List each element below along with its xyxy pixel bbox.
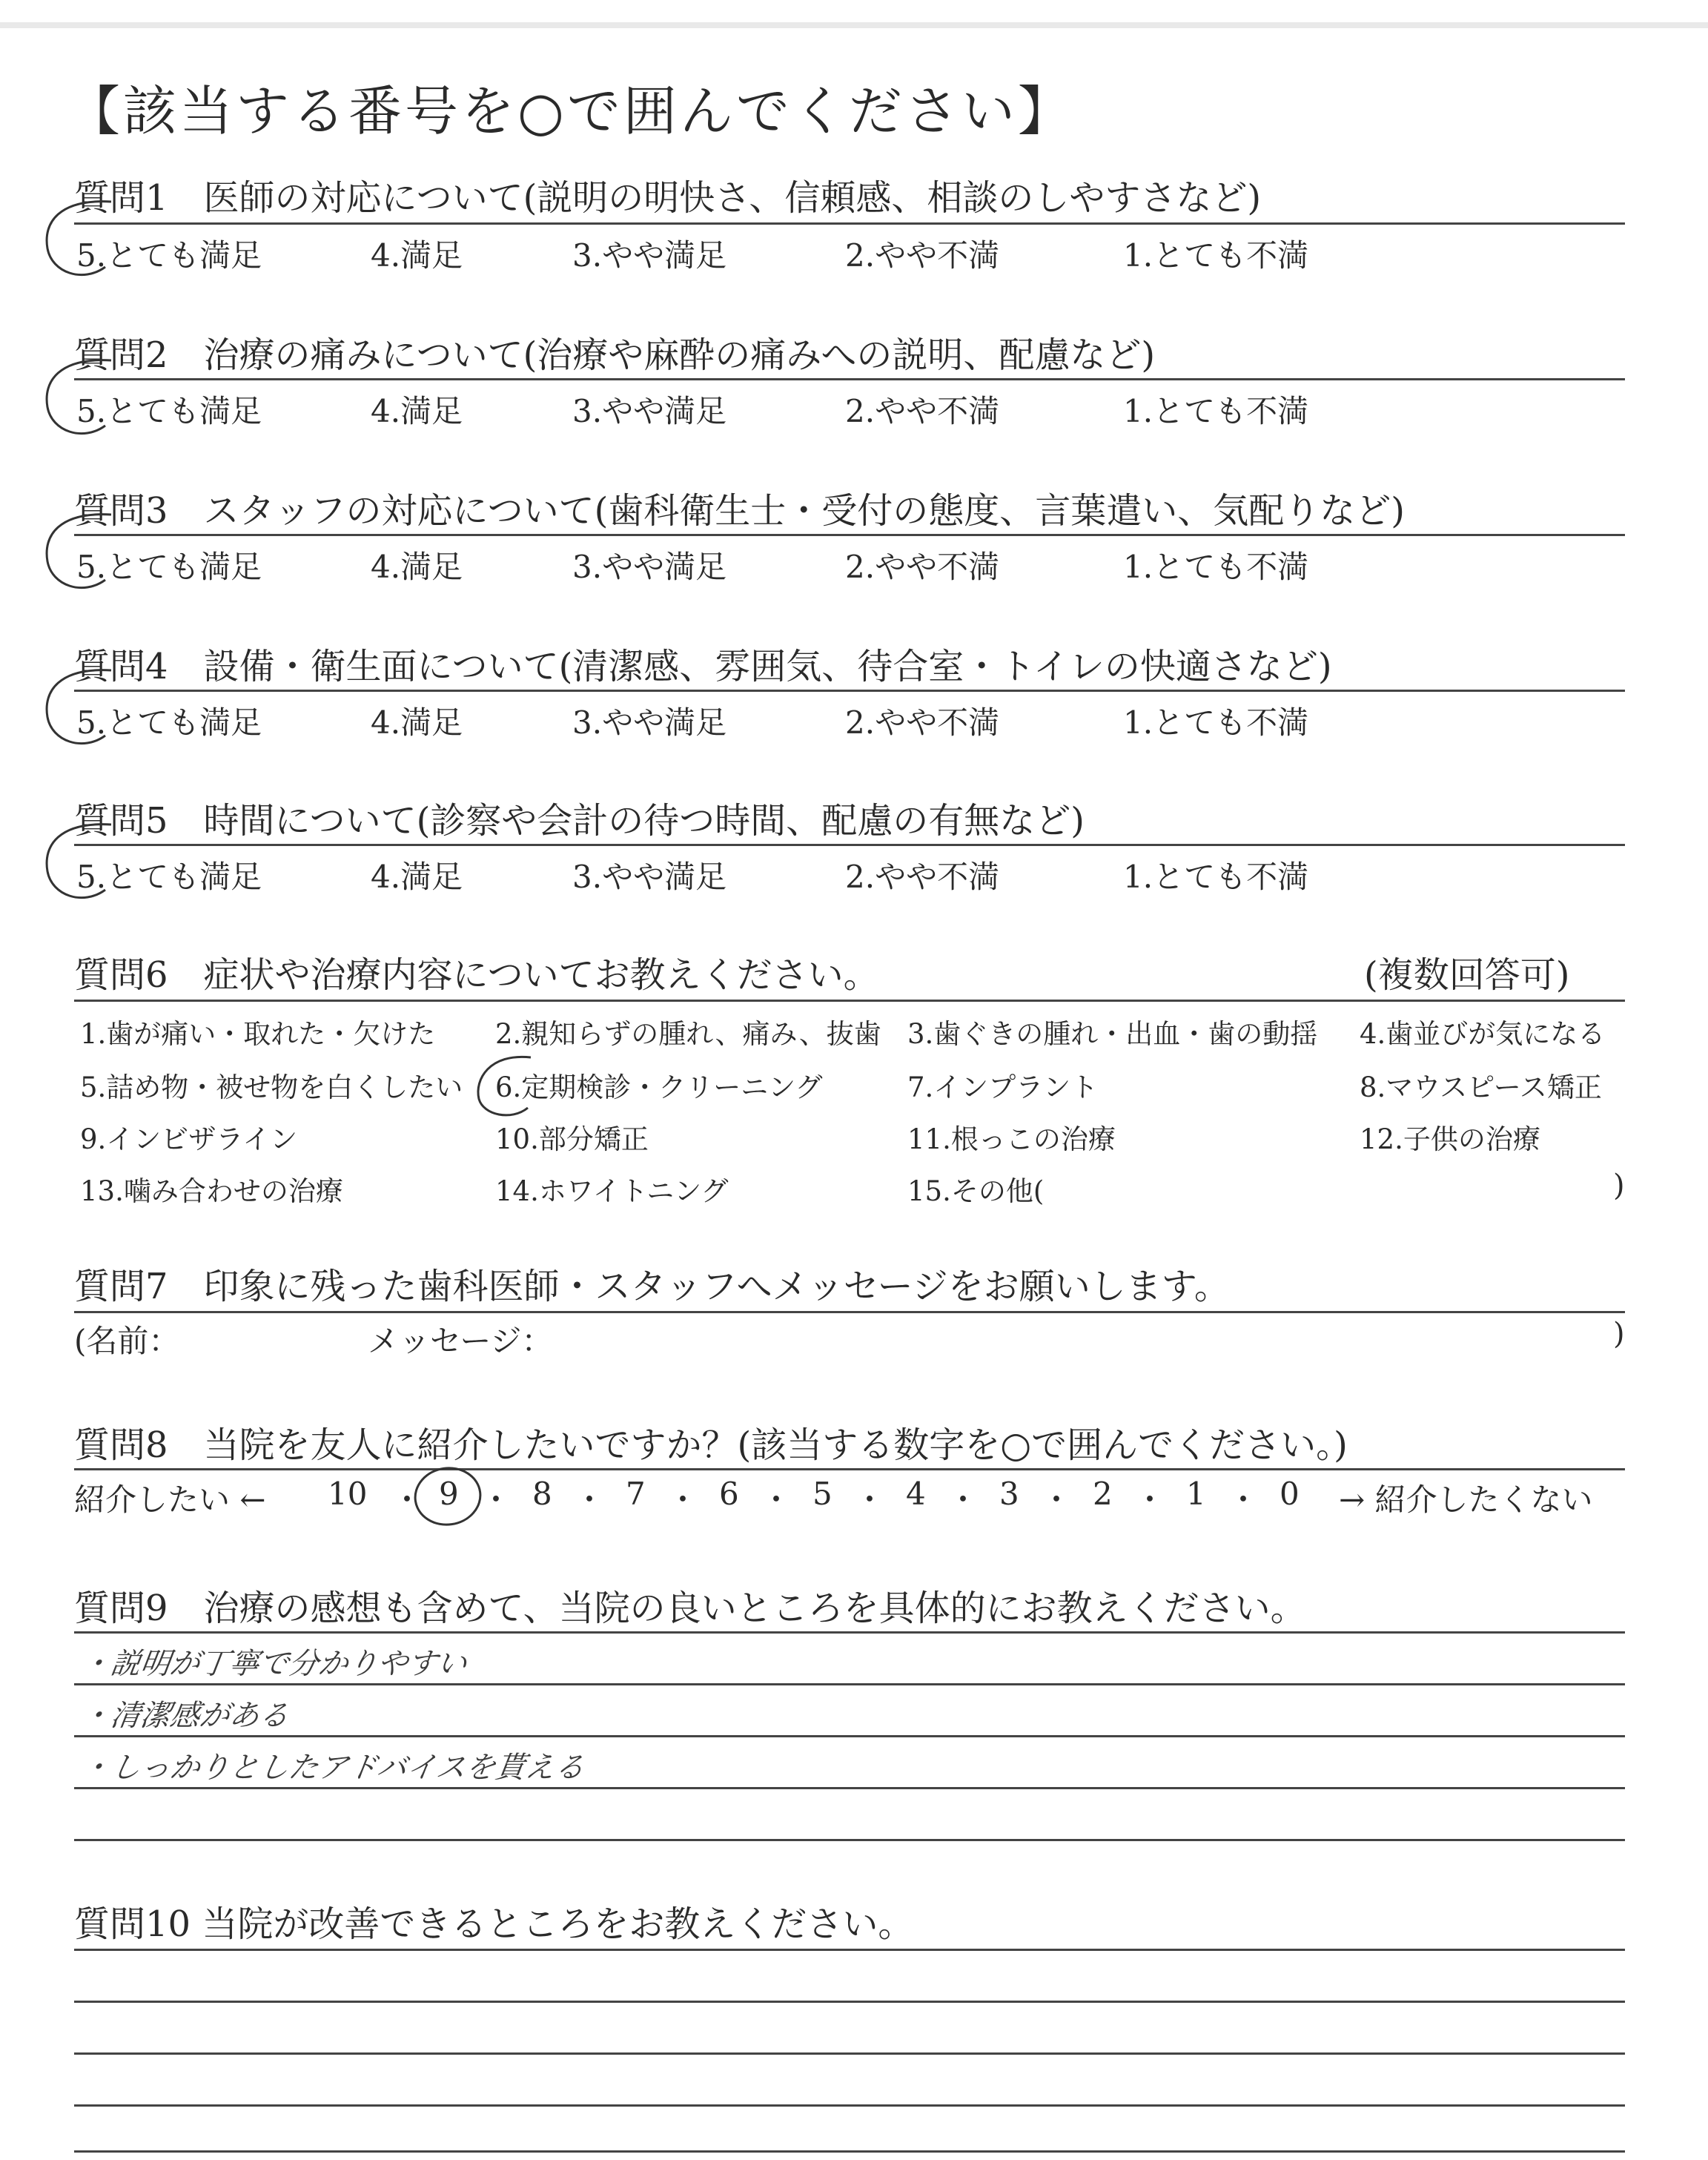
- q6-option-11[interactable]: 11.根っこの治療: [907, 1123, 1116, 1155]
- q6-option-6[interactable]: 6.定期検診・クリーニング: [495, 1071, 823, 1103]
- scale-dot: ・: [854, 1482, 886, 1518]
- question-8-heading: 質問8 当院を友人に紹介したいですか？(該当する数字を○で囲んでください。): [74, 1424, 1348, 1466]
- q8-selected-circle: [411, 1464, 484, 1529]
- q4-option-5[interactable]: 5.とても満足: [76, 704, 262, 741]
- q3-option-1[interactable]: 1.とても不満: [1123, 549, 1309, 585]
- scale-dot: ・: [947, 1482, 979, 1518]
- q5-option-3[interactable]: 3.やや満足: [572, 859, 727, 895]
- q1-option-3[interactable]: 3.やや満足: [572, 237, 727, 274]
- scale-0[interactable]: 0: [1280, 1476, 1300, 1512]
- scale-dot: ・: [667, 1482, 699, 1518]
- scale-4[interactable]: 4: [906, 1476, 926, 1512]
- q6-option-9[interactable]: 9.インビザライン: [80, 1123, 298, 1155]
- q7-name-label: (名前：: [74, 1323, 180, 1359]
- q4-option-1[interactable]: 1.とても不満: [1123, 704, 1309, 741]
- question-10-heading: 質問10 当院が改善できるところをお教えください。: [74, 1903, 914, 1945]
- question-6-heading: 質問6 症状や治療内容についてお教えください。: [74, 954, 879, 996]
- scale-6[interactable]: 6: [719, 1476, 739, 1512]
- question-5-heading: 質問5 時間について(診察や会計の待つ時間、配慮の有無など): [74, 800, 1085, 842]
- scale-2[interactable]: 2: [1093, 1476, 1113, 1512]
- q5-option-5[interactable]: 5.とても満足: [76, 859, 262, 895]
- q2-selected-circle: [47, 360, 111, 434]
- scale-7[interactable]: 7: [626, 1476, 646, 1512]
- question-3-heading: 質問3 スタッフの対応について(歯科衛生士・受付の態度、言葉遣い、気配りなど): [74, 490, 1406, 532]
- q6-option-7[interactable]: 7.インプラント: [907, 1071, 1099, 1103]
- q9-handwritten-1: ・説明が丁寧で分かりやすい: [79, 1647, 469, 1681]
- q6-option-14[interactable]: 14.ホワイトニング: [495, 1175, 729, 1207]
- q4-option-4[interactable]: 4.満足: [371, 704, 463, 741]
- q3-option-3[interactable]: 3.やや満足: [572, 549, 727, 585]
- q6-selected-circle: [478, 1057, 531, 1115]
- q5-option-1[interactable]: 1.とても不満: [1123, 859, 1309, 895]
- question-9-heading: 質問9 治療の感想も含めて、当院の良いところを具体的にお教えください。: [74, 1588, 1306, 1629]
- q2-option-1[interactable]: 1.とても不満: [1123, 393, 1309, 429]
- scale-dot: ・: [480, 1482, 512, 1518]
- q6-option-8[interactable]: 8.マウスピース矯正: [1360, 1071, 1602, 1103]
- q7-close-paren: ): [1613, 1317, 1625, 1351]
- q6-option-2[interactable]: 2.親知らずの腫れ、痛み、抜歯: [495, 1018, 881, 1050]
- page-title: 【該当する番号を○で囲んでください】: [67, 80, 1074, 142]
- scale-left-label: 紹介したい ←: [74, 1482, 266, 1518]
- q1-option-2[interactable]: 2.やや不満: [845, 237, 1000, 274]
- q4-option-2[interactable]: 2.やや不満: [845, 704, 1000, 741]
- scale-dot: ・: [391, 1482, 423, 1518]
- question-2-heading: 質問2 治療の痛みについて(治療や麻酔の痛みへの説明、配慮など): [74, 334, 1156, 376]
- scale-dot: ・: [1134, 1482, 1166, 1518]
- q9-handwritten-3: ・しっかりとしたアドバイスを貰える: [79, 1751, 587, 1785]
- question-1-heading: 質問1 医師の対応について(説明の明快さ、信頼感、相談のしやすさなど): [74, 177, 1262, 219]
- q7-message-label: メッセージ：: [368, 1323, 553, 1359]
- scale-10[interactable]: 10: [328, 1476, 368, 1512]
- scale-dot: ・: [574, 1482, 606, 1518]
- scale-8[interactable]: 8: [532, 1476, 552, 1512]
- q1-selected-circle: [47, 202, 111, 275]
- scale-dot: ・: [1041, 1482, 1073, 1518]
- q2-option-2[interactable]: 2.やや不満: [845, 393, 1000, 429]
- q6-option-10[interactable]: 10.部分矯正: [495, 1123, 649, 1155]
- scale-right-label: → 紹介したくない: [1339, 1482, 1593, 1518]
- q5-option-2[interactable]: 2.やや不満: [845, 859, 1000, 895]
- q6-option-3[interactable]: 3.歯ぐきの腫れ・出血・歯の動揺: [907, 1018, 1318, 1050]
- scale-5[interactable]: 5: [812, 1476, 833, 1512]
- scale-3[interactable]: 3: [999, 1476, 1019, 1512]
- q4-option-3[interactable]: 3.やや満足: [572, 704, 727, 741]
- q6-option-5[interactable]: 5.詰め物・被せ物を白くしたい: [80, 1071, 463, 1103]
- q1-option-4[interactable]: 4.満足: [371, 237, 463, 274]
- q1-option-1[interactable]: 1.とても不満: [1123, 237, 1309, 274]
- scale-1[interactable]: 1: [1186, 1476, 1206, 1512]
- multiple-answers-note: (複数回答可): [1364, 954, 1570, 996]
- q6-other-close-paren: ): [1613, 1169, 1625, 1203]
- q6-option-12[interactable]: 12.子供の治療: [1360, 1123, 1540, 1155]
- q5-option-4[interactable]: 4.満足: [371, 859, 463, 895]
- q5-selected-circle: [47, 825, 111, 898]
- q6-option-4[interactable]: 4.歯並びが気になる: [1360, 1018, 1606, 1050]
- q6-option-13[interactable]: 13.噛み合わせの治療: [80, 1175, 343, 1207]
- q2-option-4[interactable]: 4.満足: [371, 393, 463, 429]
- q2-option-3[interactable]: 3.やや満足: [572, 393, 727, 429]
- q6-option-15[interactable]: 15.その他(: [907, 1175, 1045, 1207]
- q9-handwritten-2: ・清潔感がある: [79, 1699, 291, 1733]
- scale-dot: ・: [1228, 1482, 1260, 1518]
- q4-selected-circle: [47, 670, 111, 744]
- q3-option-2[interactable]: 2.やや不満: [845, 549, 1000, 585]
- question-4-heading: 質問4 設備・衛生面について(清潔感、雰囲気、待合室・トイレの快適さなど): [74, 646, 1332, 687]
- q6-option-1[interactable]: 1.歯が痛い・取れた・欠けた: [80, 1018, 436, 1050]
- q1-option-5[interactable]: 5.とても満足: [76, 237, 262, 274]
- q2-option-5[interactable]: 5.とても満足: [76, 393, 262, 429]
- scale-dot: ・: [761, 1482, 792, 1518]
- question-7-heading: 質問7 印象に残った歯科医師・スタッフへメッセージをお願いします。: [74, 1266, 1230, 1307]
- scale-9[interactable]: 9: [439, 1476, 459, 1512]
- q3-option-4[interactable]: 4.満足: [371, 549, 463, 585]
- q3-selected-circle: [47, 515, 111, 588]
- q3-option-5[interactable]: 5.とても満足: [76, 549, 262, 585]
